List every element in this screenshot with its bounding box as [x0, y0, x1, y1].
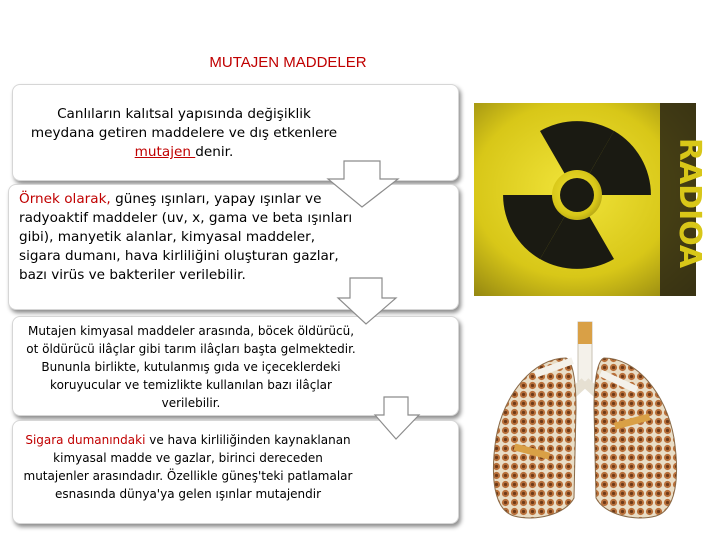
page-title: MUTAJEN MADDELER: [209, 54, 367, 71]
definition-text-end: denir.: [195, 144, 234, 160]
examples-lead: Örnek olarak,: [19, 191, 111, 207]
down-arrow-icon: [326, 160, 400, 208]
down-arrow-icon: [374, 396, 420, 440]
smoke-text: [23, 431, 353, 503]
definition-text-start: Canlıların kalıtsal yapısında değişiklik meydana getiren maddelere ve dış etkenlere: [30, 106, 338, 141]
svg-text:RADIOA: RADIOA: [672, 137, 707, 269]
radiation-sign-icon: [474, 103, 707, 296]
chemicals-text: Mutajen kimyasal maddeler arasında, böcek öldürücü, ot öldürücü ilâçlar gibi tarım ilâçları başta gelmektedir. Bununla birlikte, kutulanmış gıda ve içeceklerdeki koruyucular ve temizlikte kullanılan bazı ilâçlar verilebilir.: [26, 324, 356, 410]
mutajen-term: mutajen: [134, 144, 196, 160]
smoke-lead: Sigara dumanındaki: [25, 433, 146, 447]
examples-body: güneş ışınları, yapay ışınlar ve radyoaktif maddeler (uv, x, gama ve beta ışınları gibi), manyetik alanlar, kimyasal maddeler, sigara dumanı, hava kirliliğini oluşturan gazlar, bazı virüs ve bakteriler verilebilir.: [19, 191, 353, 283]
definition-text: [27, 105, 341, 162]
cigarette-lungs-image: [474, 318, 696, 525]
down-arrow-icon: [337, 277, 397, 325]
smoke-body: ve hava kirliliğinden kaynaklanan kimyasal madde ve gazlar, birinci dereceden mutajenler arasındadır. Özellikle güneş'teki patlamalar esnasında dünya'ya gelen ışınlar mutajendir: [23, 433, 353, 501]
examples-text: [19, 190, 359, 285]
cigarette-lungs-icon: [474, 318, 696, 525]
radiation-image: [474, 103, 707, 296]
